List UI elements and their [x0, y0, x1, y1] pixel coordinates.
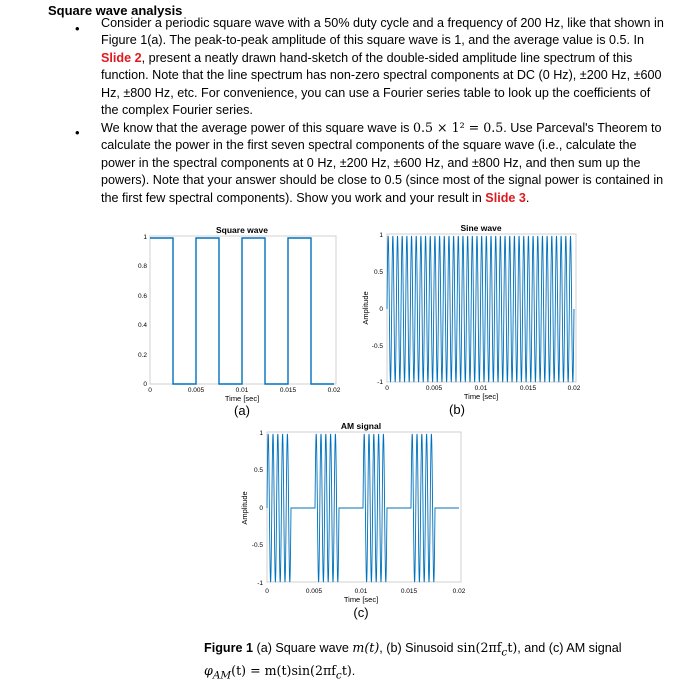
- ytick: 0: [379, 306, 383, 313]
- am-signal-line: [267, 434, 459, 582]
- power-equation: 0.5 × 1² = 0.5: [412, 120, 504, 135]
- caption-math: t): [507, 640, 518, 655]
- plot-b-sublabel: (b): [449, 402, 465, 417]
- ytick: 1: [259, 430, 263, 437]
- para2-text-b: . Use Parceval's Theorem to calculate the power in the first seven spectral components of the square wave (i.e., calculate the power in the spectral components at 0 Hz, ±200 Hz, ±600 Hz, and ±800 Hz, and then sum up the powers). Note that your answer should be close to 0.5 (since most of the signal power is contained in the first few spectral components). Show you work and your result in: [101, 121, 664, 205]
- ytick: -1: [257, 580, 263, 587]
- bullet-icon: •: [75, 125, 80, 140]
- xtick: 0: [385, 385, 389, 392]
- xtick: 0.005: [425, 385, 443, 392]
- ytick: -0.5: [251, 542, 263, 549]
- caption-text: , (b) Sinusoid: [379, 641, 457, 655]
- caption-math: (t) = m(t)sin(2πf: [231, 662, 336, 678]
- slide3-link[interactable]: Slide 3: [485, 190, 526, 205]
- plot-c-xlabel: Time [sec]: [343, 595, 379, 604]
- plot-a-xlabel: Time [sec]: [224, 394, 260, 403]
- para1-text-b: , present a neatly drawn hand-sketch of the double-sided amplitude line spectrum of this function. Note that the line spectrum has non-zero spectral components at DC (0 Hz), ±200 Hz, ±600 Hz, ±800 Hz, etc. For convenience, you can use a Fourier series table to look up the coefficients of the complex Fourier series.: [101, 50, 662, 118]
- ytick: 0.6: [137, 293, 147, 300]
- xtick: 0.005: [187, 387, 205, 394]
- caption-math: t): [341, 662, 352, 678]
- caption-text: (a) Square wave: [253, 641, 353, 655]
- plot-a-xticks: [148, 387, 341, 394]
- xtick: 0.015: [400, 588, 418, 595]
- slide2-link[interactable]: Slide 2: [101, 50, 142, 65]
- plot-b: [361, 223, 581, 417]
- figure-caption: [204, 639, 664, 684]
- plot-b-yticks: [372, 232, 384, 386]
- plot-b-xticks: [385, 385, 581, 392]
- caption-math-sub: c: [335, 669, 342, 682]
- xtick: 0.02: [567, 385, 581, 392]
- caption-math-sub: c: [501, 646, 508, 659]
- ytick: 1: [143, 234, 147, 241]
- plot-b-ylabel: Amplitude: [361, 291, 370, 325]
- caption-math-sub: AM: [212, 669, 232, 682]
- ytick: -0.5: [371, 343, 383, 350]
- xtick: 0.005: [305, 588, 323, 595]
- plot-c-ylabel: Amplitude: [240, 491, 249, 525]
- caption-math: sin(2πf: [456, 640, 502, 655]
- plot-c-title: AM signal: [340, 421, 382, 431]
- xtick: 0: [148, 387, 152, 394]
- caption-math: φ: [204, 662, 213, 678]
- ytick: 0: [259, 505, 263, 512]
- ytick: 0.5: [373, 269, 383, 276]
- ytick: 0: [143, 381, 147, 388]
- ytick: 0.5: [253, 467, 263, 474]
- para1-text-a: Consider a periodic square wave with a 50% duty cycle and a frequency of 200 Hz, like that shown in Figure 1(a). The peak-to-peak amplitude of this square wave is 1, and the average value is 0.5. In: [101, 16, 664, 48]
- xtick: 0.015: [279, 387, 297, 394]
- xtick: 0.01: [474, 385, 488, 392]
- xtick: 0.02: [327, 387, 341, 394]
- ytick: 0.8: [137, 263, 147, 270]
- xtick: 0.01: [235, 387, 249, 394]
- plot-b-xlabel: Time [sec]: [463, 392, 499, 401]
- plot-a-axes-box: [150, 236, 336, 384]
- xtick: 0.01: [354, 588, 368, 595]
- caption-label: Figure 1: [204, 641, 253, 655]
- ytick: -1: [377, 379, 383, 386]
- plot-c-xticks: [265, 588, 466, 595]
- para2-text-a: We know that the average power of this square wave is: [101, 121, 413, 135]
- ytick: 0.2: [137, 352, 147, 359]
- xtick: 0.02: [452, 588, 466, 595]
- bullet-icon: •: [75, 21, 80, 36]
- xtick: 0: [265, 588, 269, 595]
- caption-text: , and (c) AM signal: [517, 641, 622, 655]
- plot-a: [138, 225, 341, 418]
- caption-math: m(t): [352, 640, 380, 655]
- square-wave-line: [150, 238, 334, 384]
- xtick: 0.015: [519, 385, 537, 392]
- plot-b-title: Sine wave: [460, 223, 502, 233]
- para2-text-c: .: [525, 190, 530, 205]
- ytick: 1: [379, 232, 383, 239]
- sine-wave-line: [387, 236, 574, 382]
- plot-c-sublabel: (c): [353, 605, 369, 620]
- plot-c: [240, 421, 466, 620]
- plot-a-yticks: [138, 234, 147, 388]
- plot-a-title: Square wave: [216, 225, 268, 235]
- plot-a-sublabel: (a): [234, 403, 250, 418]
- page-title: Square wave analysis: [48, 3, 183, 18]
- ytick: 0.4: [137, 322, 147, 329]
- caption-text: .: [351, 663, 356, 678]
- plot-c-yticks: [252, 430, 264, 587]
